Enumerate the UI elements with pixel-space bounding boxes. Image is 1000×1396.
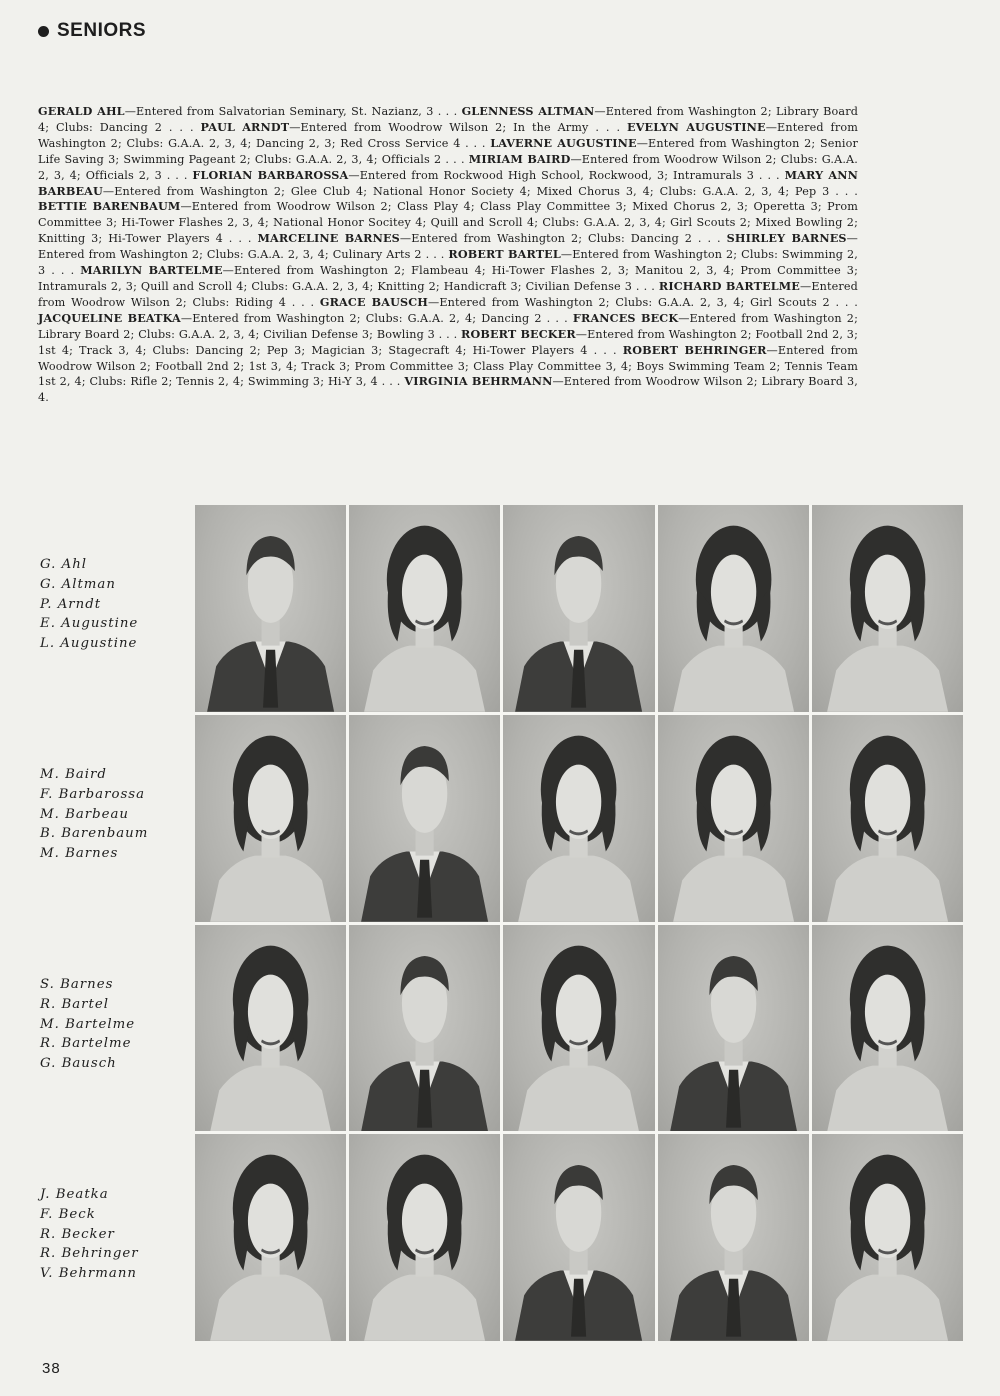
bio-details: —Entered from Woodrow Wilson 2; Football 2nd 2; 1st 3, 4; Track 3; Prom Committee 3; Class Play Committee 3, 4; Boys Swimming Team 2; Tennis Team 1st 2, 4; Clubs: Rifle 2; Tennis 2, 4; Swimming 3; Hi-Y 3, 4 . . .: [38, 343, 859, 389]
bio-name: VIRGINIA BEHRMANN: [404, 374, 553, 389]
caption-name: G. Bausch: [40, 1056, 117, 1072]
caption-name: V. Behrmann: [40, 1266, 137, 1282]
portrait-photo: [503, 925, 654, 1132]
bio-details: —Entered from Woodrow Wilson 2; Clubs: Riding 4 . . .: [38, 279, 858, 309]
caption-name: M. Baird: [40, 767, 107, 782]
portrait-photo: [195, 925, 346, 1132]
bio-details: —Entered from Washington 2; Senior Life Saving 3; Swimming Pageant 2; Clubs: G.A.A. 2, 3, 4; Officials 2 . . .: [38, 136, 858, 166]
bio-name: PAUL ARNDT: [200, 119, 290, 134]
bio-name: ROBERT BEHRINGER: [622, 342, 767, 357]
caption-name: G. Ahl: [40, 557, 88, 572]
portrait-photo: [812, 715, 963, 922]
senior-biographies: [38, 104, 858, 406]
portrait-photo: [503, 715, 654, 922]
portrait-photo: [658, 505, 809, 712]
bio-name: MIRIAM BAIRD: [468, 151, 571, 166]
portrait-photo: [195, 505, 346, 712]
bio-details: —Entered from Washington 2; Football 2nd 2, 3; 1st 4; Track 3, 4; Clubs: Dancing 2; Pep 3; Magician 3; Stagecraft 4; Hi-Tower Players 4 . . .: [38, 327, 858, 357]
caption-name: P. Arndt: [40, 596, 102, 612]
bio-details: —Entered from Washington 2; Clubs: G.A.A. 2, 3, 4; Culinary Arts 2 . . .: [38, 232, 858, 262]
bullet-icon: [38, 26, 49, 37]
bio-name: GRACE BAUSCH: [319, 294, 428, 309]
caption-name: J. Beatka: [40, 1187, 109, 1202]
portrait-photo: [503, 505, 654, 712]
bio-name: LAVERNE AUGUSTINE: [490, 135, 637, 150]
caption-name: R. Bartel: [40, 996, 109, 1012]
bio-name: RICHARD BARTELME: [658, 278, 800, 293]
bio-name: FLORIAN BARBAROSSA: [192, 167, 349, 182]
bio-name: SHIRLEY BARNES: [726, 231, 847, 246]
bio-name: MARCELINE BARNES: [257, 231, 400, 246]
portrait-photo: [349, 1134, 500, 1341]
portrait-photo: [658, 925, 809, 1132]
portrait-photo: [349, 505, 500, 712]
caption-name: B. Barenbaum: [40, 826, 149, 842]
bio-entry: [192, 169, 784, 182]
bio-details: —Entered from Washington 2; Clubs: G.A.A. 2, 3, 4; Dancing 2, 3; Red Cross Service 4 . . .: [38, 120, 858, 150]
bio-details: —Entered from Woodrow Wilson 2; Library Board 3, 4.: [38, 375, 858, 405]
portrait-photo: [349, 715, 500, 922]
bio-name: JACQUELINE BEATKA: [38, 310, 181, 325]
caption-group-row-3: [40, 975, 190, 1074]
bio-entry: [38, 312, 573, 325]
bio-entry: [38, 105, 462, 118]
bio-name: MARY ANN BARBEAU: [38, 167, 859, 198]
caption-name: M. Barbeau: [40, 806, 129, 822]
bio-details: —Entered from Woodrow Wilson 2; Class Play 4; Class Play Committee 3; Mixed Chorus 2, 3; Operetta 3; Prom Committee 3; Hi-Tower Flashes 2, 3, 4; National Honor Socitey 4; Quill and Scroll 4; Clubs: G.A.A. 2, 3, 4; Girl Scouts 2; Mixed Bowling 2; Knitting 3; Hi-Tower Players 4 . . .: [38, 200, 858, 246]
bio-name: FRANCES BECK: [572, 310, 679, 325]
portrait-photo: [349, 925, 500, 1132]
page-title: SENIORS: [57, 20, 147, 41]
bio-entry: [320, 296, 858, 309]
caption-group-row-4: [40, 1185, 190, 1284]
caption-group-row-1: [40, 555, 190, 654]
bio-name: GERALD AHL: [38, 104, 125, 118]
caption-name: R. Bartelme: [40, 1036, 132, 1052]
caption-name: M. Barnes: [40, 846, 119, 862]
portrait-grid: [195, 505, 963, 1341]
caption-name: M. Bartelme: [40, 1016, 136, 1032]
bio-details: —Entered from Washington 2; Clubs: G.A.A. 2, 4; Dancing 2 . . .: [180, 311, 573, 325]
caption-name: E. Augustine: [40, 616, 139, 632]
bio-details: —Entered from Woodrow Wilson 2; Clubs: G.A.A. 2, 3, 4; Officials 2, 3 . . .: [38, 152, 858, 182]
caption-name: F. Barbarossa: [40, 786, 146, 802]
bio-details: —Entered from Woodrow Wilson 2; In the Army . . .: [289, 120, 628, 134]
page-number: 38: [42, 1360, 61, 1377]
portrait-photo: [195, 715, 346, 922]
caption-name: R. Becker: [40, 1226, 115, 1242]
bio-name: ROBERT BARTEL: [448, 247, 561, 262]
portrait-photo: [812, 1134, 963, 1341]
page-header: [38, 20, 146, 42]
bio-details: —Entered from Washington 2; Clubs: G.A.A. 2, 3, 4; Girl Scouts 2 . . .: [428, 295, 858, 309]
caption-name: G. Altman: [40, 576, 116, 592]
bio-details: —Entered from Washington 2; Clubs: Dancing 2 . . .: [399, 232, 727, 246]
bio-name: ROBERT BECKER: [461, 326, 576, 341]
portrait-photo: [658, 1134, 809, 1341]
bio-details: —Entered from Washington 2; Clubs: Swimming 2, 3 . . .: [38, 248, 858, 278]
caption-name: S. Barnes: [40, 977, 114, 992]
caption-name: R. Behringer: [40, 1246, 139, 1262]
portrait-photo: [658, 715, 809, 922]
portrait-photo: [503, 1134, 654, 1341]
bio-name: GLENNESS ALTMAN: [461, 104, 595, 118]
bio-details: —Entered from Washington 2; Flambeau 4; Hi-Tower Flashes 2, 3; Manitou 2, 3, 4; Prom Committee 3; Intramurals 2, 3; Quill and Scroll 4; Clubs: G.A.A. 2, 3, 4; Knitting 2; Handicraft 3; Civilian Defense 3 . . .: [38, 264, 858, 293]
caption-name: F. Beck: [40, 1206, 96, 1222]
bio-details: —Entered from Washington 2; Glee Club 4; National Honor Society 4; Mixed Chorus 3, 4; Clubs: G.A.A. 2, 3, 4; Pep 3 . . .: [102, 184, 858, 198]
bio-name: EVELYN AUGUSTINE: [627, 119, 766, 134]
bio-name: MARILYN BARTELME: [80, 263, 223, 278]
bio-details: —Entered from Rockwood High School, Rockwood, 3; Intramurals 3 . . .: [348, 168, 785, 182]
caption-name: L. Augustine: [40, 636, 138, 652]
bio-details: —Entered from Washington 2; Library Board 2; Clubs: G.A.A. 2, 3, 4; Civilian Defense 3; Bowling 3 . . .: [38, 311, 858, 341]
bio-details: —Entered from Washington 2; Library Board 4; Clubs: Dancing 2 . . .: [38, 105, 859, 134]
bio-name: BETTIE BARENBAUM: [38, 199, 181, 214]
caption-group-row-2: [40, 765, 190, 864]
portrait-photo: [812, 925, 963, 1132]
bio-details: —Entered from Salvatorian Seminary, St. Nazianz, 3 . . .: [124, 105, 462, 118]
portrait-photo: [812, 505, 963, 712]
bio-entry: [257, 232, 726, 245]
portrait-photo: [195, 1134, 346, 1341]
bio-entry: [201, 121, 628, 134]
